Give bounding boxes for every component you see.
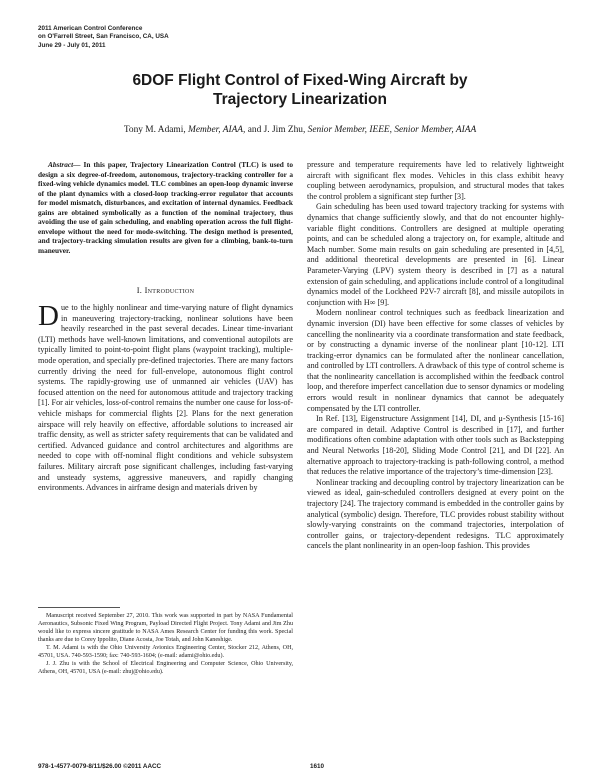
footnotes [38,612,293,676]
abstract-text: — In this paper, Trajectory Linearization Control (TLC) is used to design a six degree-of-freedom, autonomous, trajectory-tracking controller for a fixed-wing vehicle dynamics model. TLC combines an open-loop dynamic inverse of the plant dynamics with a closed-loop tracking-error regulator that accounts for model mismatch, disturbances, and excitation of internal dynamics. Feedback gains are obtained symbolically as a function of the nominal trajectory, thus avoiding the use of gain scheduling, and enabling operation across the full flight-envelope without the need for mode-switching. The design method is presented, and trajectory-tracking simulation results are given for a climbing, bank-to-turn maneuver. [38,160,293,255]
section-heading [38,286,293,295]
abstract-heading: Abstract [48,160,74,169]
author-line [40,125,560,135]
footnote-funding: Manuscript received September 27, 2010. This work was supported in part by NASA Fundamental Aeronautics, Subsonic Fixed Wing Program, Payload Directed Flight Project. Tony Adami and Jim Zhu would like to express sincere gratitude to NASA Ames Research Center for funding this work. Special thanks are due to Corey Ippolito, Diane Acosta, Joe Totah, and John Kaneshige. [38,613,293,643]
author-2: and J. Jim Zhu, [247,125,306,135]
body-paragraph: Modern nonlinear control techniques such as feedback linearization and dynamic inversion (DI) have been effective for some classes of vehicles by cancelling the nonlinearity via a coordinate transformation and state feedback, or by constructing a dynamic inverse of the nonlinear plant [10-12]. LTI tracking-error dynamics can be formulated after the nonlinear cancellation, and controlled by LTI controllers. A drawback of this type of control scheme is that the nonlinearity cancellation is accomplished within the feedback control loop, and therefore imperfect cancellation due to sensor dynamics or modeling errors would result in nonlinear dynamics that cannot be adequately compensated by the LTI controller. [307,308,564,413]
paper-title [40,71,560,109]
drop-cap: D [38,300,59,332]
title-line-1: 6DOF Flight Control of Fixed-Wing Aircraft by [132,72,468,89]
body-paragraph: Nonlinear tracking and decoupling control by trajectory linearization can be viewed as ideal, gain-scheduled controllers designed at every point on the trajectory [24]. The trajectory command is embedded in the controller gains by analytical (symbolic) design. Therefore, TLC provides robust stability without slowly-varying constraints on the command trajectories, interpolation of controller gains, or trajectory-dependent redesigns. TLC approximately cancels the plant nonlinearity in an open-loop fashion. This provides [307,477,564,551]
author-1: Tony M. Adami, [123,125,186,135]
page-footer [38,763,562,770]
conference-location: on O'Farrell Street, San Francisco, CA, USA [38,33,169,41]
right-column [307,160,564,552]
conference-dates: June 29 - July 01, 2011 [38,41,106,49]
body-paragraph: Gain scheduling has been used toward trajectory tracking for systems with dynamics that change sufficiently slowly, and that do not encounter highly-variable flight conditions. Controllers are designed at multiple operating points, and can be scheduled along a trajectory on, for example, altitude and Mach number. Some main results on gain scheduling are presented in [4,5], and additional theoretical developments are presented in [6]. Linear Parameter-Varying (LPV) system theory is described in [7] as a natural extension of gain scheduling, and applications include control of a longitudinal dynamics model of the Lockheed P2V-7 aircraft [8], and missile autopilots in conjunction with H∞ [9]. [307,202,565,307]
isbn-copyright: 978-1-4577-0079-8/11/$26.00 ©2011 AACC [38,763,162,770]
page-number: 1610 [310,763,325,770]
section-number: I. [136,286,143,295]
author-2-affiliation: Senior Member, IEEE, Senior Member, AIAA [307,125,477,135]
section-title: Introduction [144,286,195,295]
title-line-2: Trajectory Linearization [213,91,387,108]
body-paragraph: pressure and temperature requirements have led to relatively lightweight aircraft with significant flex modes. Vehicles in this class exhibit heavy coupling between aerodynamics, propulsion, and structural modes that takes the control problem a significant step further [3]. [307,160,564,201]
author-1-affiliation: Member, AIAA, [188,125,246,135]
footnote-author-2: J. J. Zhu is with the School of Electrical Engineering and Computer Science, Ohio University, Athens, OH, 45701, USA (e-mail: zhuj@ohio.edu). [38,661,293,675]
conference-name: 2011 American Control Conference [38,25,143,32]
intro-text: ue to the highly nonlinear and time-varying nature of flight dynamics in maneuvering trajectory-tracking, nonlinear solutions have been heavily researched in the past several decades. Linear time-invariant (LTI) methods have well-known limitations, and conventional autopilots are typically limited to point-to-point flight plans (waypoint tracking), multiple-mode operation, and specially pre-defined trajectories. There are many factors currently driving the need for full-envelope, autonomous flight control systems. The rapidly-growing use of unmanned air vehicles (UAV) has focused attention on the need for autonomous attitude and trajectory tracking [1]. For air vehicles, loss-of-control remains the number one cause for loss-of-vehicle mishaps for commercial flights [2]. Plans for the next generation airspace will rely heavily on effective, affordable solutions to increased air traffic density, as well as stricter safety requirements that can be validated and certified. Advanced guidance and control architectures and algorithms are needed to cope with off-nominal flight conditions and vehicle subsystem failures. Military aircraft pose significant challenges, including fast-varying and unsteady systems, aggressive maneuvers, and rapidly changing environments. Advances in airframe design and materials driven by [38,303,293,493]
footnote-author-1: T. M. Adami is with the Ohio University Avionics Engineering Center, Stocker 212, Athens, OH, 45701, USA. 740-593-1590; fax: 740-593-1604; (e-mail: adami@ohio.edu). [38,645,293,659]
body-paragraph: In Ref. [13], Eigenstructure Assignment [14], DI, and μ-Synthesis [15-16] are compared in detail. Adaptive Control is described in [17], and further modifications often combine adaptation with other tools such as Backstepping and Neural Networks [18-20], Sliding Mode Control [21], and DI [22]. An alternative approach to trajectory-tracking is path-following control, a method that reduces the relative importance of the trajectory’s time-dimension [23]. [307,414,564,477]
abstract [38,160,293,255]
intro-paragraph [38,300,293,494]
footnote-rule [38,607,120,608]
conference-header [38,25,169,50]
